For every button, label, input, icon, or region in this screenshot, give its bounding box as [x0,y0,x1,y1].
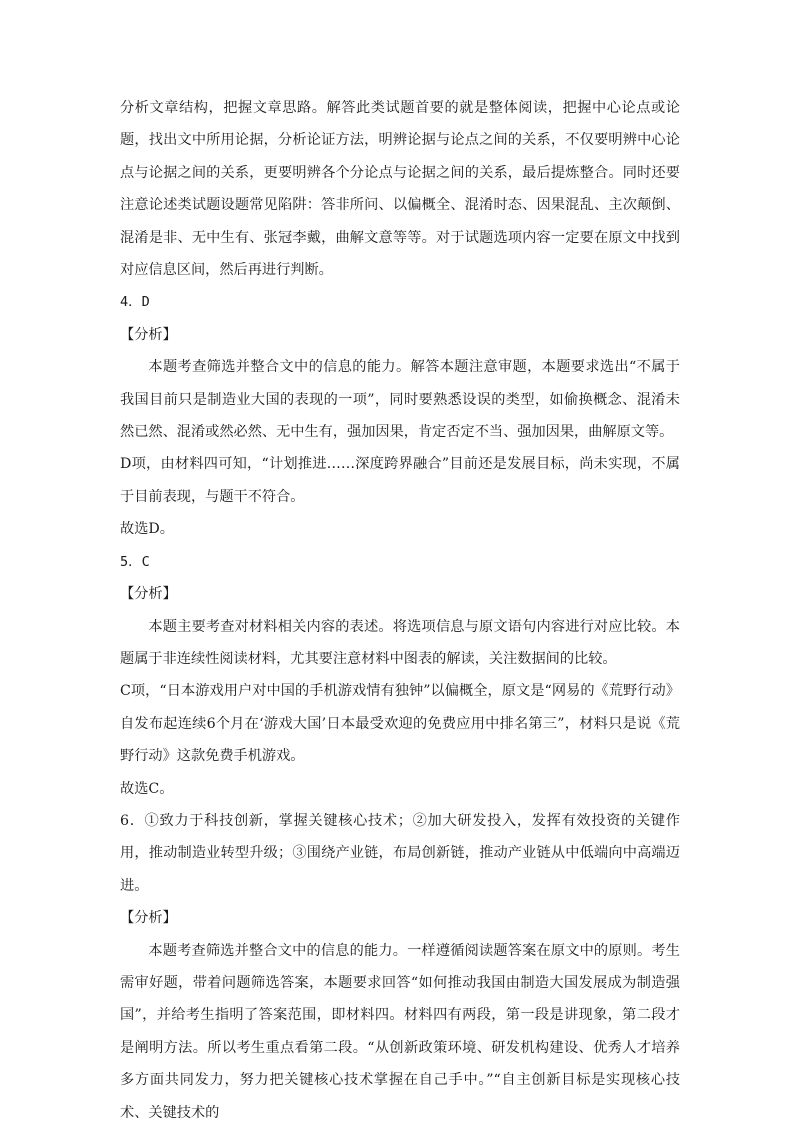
intro-paragraph: 分析文章结构，把握文章思路。解答此类试题首要的就是整体阅读，把握中心论点或论题，找出文中所用论据，分析论证方法，明辨论据与论点之间的关系，不仅要明辨中心论点与论据之间的关系，更要明辨各个分论点与论据之间的关系，最后提炼整合。同时还要注意论述类试题设题常见陷阱：答非所问、以偏概全、混淆时态、因果混乱、主次颠倒、混淆是非、无中生有、张冠李戴，曲解文意等等。对于试题选项内容一定要在原文中找到对应信息区间，然后再进行判断。 [120,100,680,279]
q5-answer: 5．C [120,553,150,570]
q4-conclusion: 故选D。 [120,521,174,538]
q6-analysis-heading: 【分析】 [120,910,177,927]
q5-detail: C项，“日本游戏用户对中国的手机游戏情有独钟”以偏概全，原文是“网易的《荒野行动》自发布起连续6个月在‘游戏大国’日本最受欢迎的免费应用中排名第三”，材料只是说《荒野行动》这款免费手机游戏。 [120,683,680,765]
q4-analysis-heading: 【分析】 [120,326,177,343]
q4-answer: 4．D [120,294,150,311]
q6-analysis: 本题考查筛选并整合文中的信息的能力。一样遵循阅读题答案在原文中的原则。考生需审好题，带着问题筛选答案，本题要求回答“如何推动我国由制造大国发展成为制造强国”，并给考生指明了答案范围，即材料四。材料四有两段，第一段是讲现象，第二段才是阐明方法。所以考生重点看第二段。“从创新政策环境、研发机构建设、优秀人才培养多方面共同发力，努力把关键核心技术掌握在自己手中。”“自主创新目标是实现核心技术、关键技术的 [120,942,680,1121]
q5-conclusion: 故选C。 [120,780,174,797]
q4-analysis: 本题考查筛选并整合文中的信息的能力。解答本题注意审题，本题要求选出“不属于我国目前只是制造业大国的表现的一项”，同时要熟悉设误的类型，如偷换概念、混淆未然已然、混淆或然必然、无中生有，强加因果，肯定否定不当、强加因果，曲解原文等。 [120,359,680,441]
q5-analysis: 本题主要考查对材料相关内容的表述。将选项信息与原文语句内容进行对应比较。本题属于非连续性阅读材料，尤其要注意材料中图表的解读，关注数据间的比较。 [120,618,680,667]
q5-analysis-heading: 【分析】 [120,586,177,603]
q6-answer: 6．①致力于科技创新，掌握关键核心技术；②加大研发投入，发挥有效投资的关键作用，推动制造业转型升级；③围绕产业链，布局创新链，推动产业链从中低端向中高端迈进。 [120,812,680,894]
document-page [120,92,680,1129]
q4-detail: D项，由材料四可知，“计划推进……深度跨界融合”目前还是发展目标，尚未实现，不属于目前表现，与题干不符合。 [120,456,680,505]
